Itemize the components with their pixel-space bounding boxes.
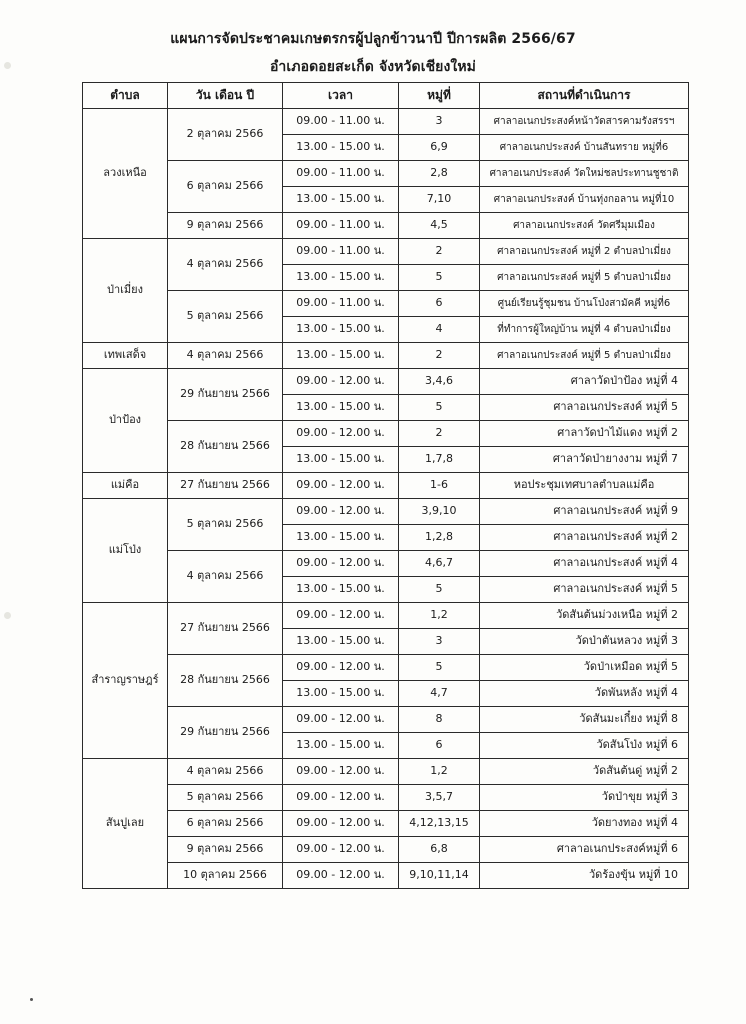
place-cell: วัดป่าขุย หมู่ที่ 3 xyxy=(480,785,689,811)
place-cell: ศาลาอเนกประสงค์ วัดศรีมุมเมือง xyxy=(480,213,689,239)
scan-speck xyxy=(30,998,33,1001)
time-cell: 13.00 - 15.00 น. xyxy=(283,187,399,213)
time-cell: 09.00 - 12.00 น. xyxy=(283,551,399,577)
place-cell: ศาลาวัดป่ายางงาม หมู่ที่ 7 xyxy=(480,447,689,473)
village-cell: 6 xyxy=(399,291,480,317)
village-cell: 4,6,7 xyxy=(399,551,480,577)
place-cell: วัดสันต้นม่วงเหนือ หมู่ที่ 2 xyxy=(480,603,689,629)
village-cell: 6,8 xyxy=(399,837,480,863)
place-cell: ศาลาวัดป่าป้อง หมู่ที่ 4 xyxy=(480,369,689,395)
place-cell: ศูนย์เรียนรู้ชุมชน บ้านโป่งสามัคคี หมู่ที่6 xyxy=(480,291,689,317)
place-cell: ศาลาอเนกประสงค์ หมู่ที่ 5 ตำบลป่าเมี่ยง xyxy=(480,343,689,369)
tambon-cell: สันปูเลย xyxy=(83,759,168,889)
village-cell: 9,10,11,14 xyxy=(399,863,480,889)
date-cell: 29 กันยายน 2566 xyxy=(168,369,283,421)
place-cell: ศาลาอเนกประสงค์ หมู่ที่ 5 xyxy=(480,577,689,603)
table-row xyxy=(83,785,689,811)
date-cell: 4 ตุลาคม 2566 xyxy=(168,239,283,291)
table-row xyxy=(83,109,689,135)
time-cell: 09.00 - 11.00 น. xyxy=(283,109,399,135)
time-cell: 09.00 - 12.00 น. xyxy=(283,655,399,681)
village-cell: 5 xyxy=(399,655,480,681)
date-cell: 29 กันยายน 2566 xyxy=(168,707,283,759)
table-row xyxy=(83,161,689,187)
table-row xyxy=(83,811,689,837)
place-cell: วัดสันมะเกี๋ยง หมู่ที่ 8 xyxy=(480,707,689,733)
time-cell: 13.00 - 15.00 น. xyxy=(283,395,399,421)
time-cell: 13.00 - 15.00 น. xyxy=(283,343,399,369)
village-cell: 6 xyxy=(399,733,480,759)
table-row xyxy=(83,759,689,785)
header-village: หมู่ที่ xyxy=(399,83,480,109)
time-cell: 13.00 - 15.00 น. xyxy=(283,265,399,291)
date-cell: 4 ตุลาคม 2566 xyxy=(168,759,283,785)
date-cell: 6 ตุลาคม 2566 xyxy=(168,811,283,837)
table-row xyxy=(83,291,689,317)
time-cell: 13.00 - 15.00 น. xyxy=(283,135,399,161)
time-cell: 09.00 - 12.00 น. xyxy=(283,811,399,837)
village-cell: 7,10 xyxy=(399,187,480,213)
village-cell: 3 xyxy=(399,109,480,135)
place-cell: วัดพันหลัง หมู่ที่ 4 xyxy=(480,681,689,707)
place-cell: ศาลาอเนกประสงค์ หมู่ที่ 9 xyxy=(480,499,689,525)
tambon-cell: ป่าเมี่ยง xyxy=(83,239,168,343)
tambon-cell: สำราญราษฎร์ xyxy=(83,603,168,759)
place-cell: ศาลาอเนกประสงค์หน้าวัดสารคามรังสรรฯ xyxy=(480,109,689,135)
table-row xyxy=(83,603,689,629)
document-subtitle: อำเภอดอยสะเก็ด จังหวัดเชียงใหม่ xyxy=(269,59,477,75)
village-cell: 5 xyxy=(399,577,480,603)
village-cell: 4,7 xyxy=(399,681,480,707)
place-cell: ศาลาอเนกประสงค์ วัดใหม่ชลประทานชูชาติ xyxy=(480,161,689,187)
village-cell: 3 xyxy=(399,629,480,655)
header-row xyxy=(83,83,689,109)
header-place: สถานที่ดำเนินการ xyxy=(480,83,689,109)
table-row xyxy=(83,213,689,239)
place-cell: ศาลาอเนกประสงค์ หมู่ที่ 4 xyxy=(480,551,689,577)
table-row xyxy=(83,863,689,889)
table-row xyxy=(83,473,689,499)
time-cell: 09.00 - 12.00 น. xyxy=(283,785,399,811)
time-cell: 09.00 - 12.00 น. xyxy=(283,863,399,889)
date-cell: 27 กันยายน 2566 xyxy=(168,473,283,499)
table-row xyxy=(83,343,689,369)
village-cell: 2,8 xyxy=(399,161,480,187)
schedule-table xyxy=(82,82,689,889)
tambon-cell: ลวงเหนือ xyxy=(83,109,168,239)
date-cell: 28 กันยายน 2566 xyxy=(168,655,283,707)
village-cell: 2 xyxy=(399,421,480,447)
time-cell: 09.00 - 11.00 น. xyxy=(283,239,399,265)
village-cell: 4,5 xyxy=(399,213,480,239)
place-cell: วัดป่าเหมือด หมู่ที่ 5 xyxy=(480,655,689,681)
village-cell: 2 xyxy=(399,239,480,265)
date-cell: 28 กันยายน 2566 xyxy=(168,421,283,473)
time-cell: 09.00 - 12.00 น. xyxy=(283,837,399,863)
time-cell: 09.00 - 12.00 น. xyxy=(283,369,399,395)
place-cell: ศาลาอเนกประสงค์ บ้านสันทราย หมู่ที่6 xyxy=(480,135,689,161)
punch-hole xyxy=(4,612,11,619)
place-cell: ที่ทำการผู้ใหญ่บ้าน หมู่ที่ 4 ตำบลป่าเมี่ยง xyxy=(480,317,689,343)
place-cell: ศาลาอเนกประสงค์ หมู่ที่ 5 ตำบลป่าเมี่ยง xyxy=(480,265,689,291)
village-cell: 1,2 xyxy=(399,603,480,629)
date-cell: 9 ตุลาคม 2566 xyxy=(168,213,283,239)
place-cell: ศาลาอเนกประสงค์ หมู่ที่ 2 ตำบลป่าเมี่ยง xyxy=(480,239,689,265)
date-cell: 27 กันยายน 2566 xyxy=(168,603,283,655)
village-cell: 1,2 xyxy=(399,759,480,785)
table-row xyxy=(83,655,689,681)
tambon-cell: ป่าป้อง xyxy=(83,369,168,473)
village-cell: 4 xyxy=(399,317,480,343)
place-cell: วัดป่าตันหลวง หมู่ที่ 3 xyxy=(480,629,689,655)
table-row xyxy=(83,499,689,525)
table-row xyxy=(83,551,689,577)
village-cell: 1,7,8 xyxy=(399,447,480,473)
place-cell: ศาลาอเนกประสงค์ หมู่ที่ 5 xyxy=(480,395,689,421)
village-cell: 1,2,8 xyxy=(399,525,480,551)
village-cell: 3,5,7 xyxy=(399,785,480,811)
date-cell: 2 ตุลาคม 2566 xyxy=(168,109,283,161)
place-cell: ศาลาวัดป่าไม้แดง หมู่ที่ 2 xyxy=(480,421,689,447)
header-tambon: ตำบล xyxy=(83,83,168,109)
table-row xyxy=(83,369,689,395)
village-cell: 3,9,10 xyxy=(399,499,480,525)
document-title: แผนการจัดประชาคมเกษตรกรผู้ปลูกข้าวนาปี ปีการผลิต 2566/67 xyxy=(170,31,576,47)
time-cell: 13.00 - 15.00 น. xyxy=(283,733,399,759)
village-cell: 1-6 xyxy=(399,473,480,499)
village-cell: 8 xyxy=(399,707,480,733)
date-cell: 4 ตุลาคม 2566 xyxy=(168,551,283,603)
date-cell: 4 ตุลาคม 2566 xyxy=(168,343,283,369)
time-cell: 13.00 - 15.00 น. xyxy=(283,577,399,603)
village-cell: 5 xyxy=(399,395,480,421)
time-cell: 13.00 - 15.00 น. xyxy=(283,525,399,551)
place-cell: ศาลาอเนกประสงค์ บ้านทุ่งกอลาน หมู่ที่10 xyxy=(480,187,689,213)
village-cell: 2 xyxy=(399,343,480,369)
place-cell: วัดยางทอง หมู่ที่ 4 xyxy=(480,811,689,837)
time-cell: 13.00 - 15.00 น. xyxy=(283,447,399,473)
tambon-cell: แม่โป่ง xyxy=(83,499,168,603)
place-cell: วัดสันโป่ง หมู่ที่ 6 xyxy=(480,733,689,759)
place-cell: ศาลาอเนกประสงค์ หมู่ที่ 2 xyxy=(480,525,689,551)
place-cell: วัดสันต้นดู่ หมู่ที่ 2 xyxy=(480,759,689,785)
time-cell: 13.00 - 15.00 น. xyxy=(283,681,399,707)
table-row xyxy=(83,837,689,863)
header-date: วัน เดือน ปี xyxy=(168,83,283,109)
time-cell: 09.00 - 11.00 น. xyxy=(283,213,399,239)
time-cell: 13.00 - 15.00 น. xyxy=(283,629,399,655)
table-row xyxy=(83,707,689,733)
date-cell: 5 ตุลาคม 2566 xyxy=(168,785,283,811)
table-row xyxy=(83,239,689,265)
header-time: เวลา xyxy=(283,83,399,109)
time-cell: 09.00 - 12.00 น. xyxy=(283,421,399,447)
tambon-cell: แม่คือ xyxy=(83,473,168,499)
place-cell: หอประชุมเทศบาลตำบลแม่คือ xyxy=(480,473,689,499)
time-cell: 09.00 - 12.00 น. xyxy=(283,499,399,525)
time-cell: 13.00 - 15.00 น. xyxy=(283,317,399,343)
time-cell: 09.00 - 12.00 น. xyxy=(283,473,399,499)
village-cell: 4,12,13,15 xyxy=(399,811,480,837)
village-cell: 6,9 xyxy=(399,135,480,161)
date-cell: 9 ตุลาคม 2566 xyxy=(168,837,283,863)
time-cell: 09.00 - 12.00 น. xyxy=(283,759,399,785)
date-cell: 5 ตุลาคม 2566 xyxy=(168,499,283,551)
table-row xyxy=(83,421,689,447)
time-cell: 09.00 - 12.00 น. xyxy=(283,603,399,629)
time-cell: 09.00 - 12.00 น. xyxy=(283,707,399,733)
time-cell: 09.00 - 11.00 น. xyxy=(283,161,399,187)
village-cell: 5 xyxy=(399,265,480,291)
date-cell: 5 ตุลาคม 2566 xyxy=(168,291,283,343)
place-cell: วัดร้องขุ้น หมู่ที่ 10 xyxy=(480,863,689,889)
time-cell: 09.00 - 11.00 น. xyxy=(283,291,399,317)
date-cell: 10 ตุลาคม 2566 xyxy=(168,863,283,889)
place-cell: ศาลาอเนกประสงค์หมู่ที่ 6 xyxy=(480,837,689,863)
village-cell: 3,4,6 xyxy=(399,369,480,395)
date-cell: 6 ตุลาคม 2566 xyxy=(168,161,283,213)
tambon-cell: เทพเสด็จ xyxy=(83,343,168,369)
